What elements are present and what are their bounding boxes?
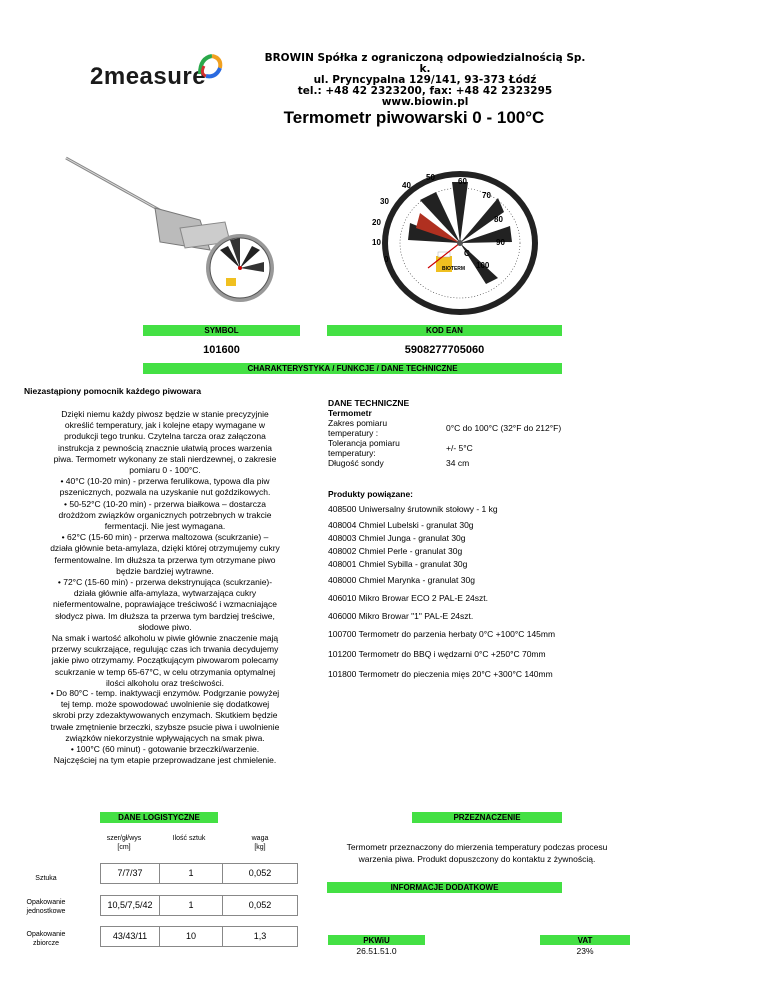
dial-label-80: 80 — [494, 215, 503, 224]
purpose-text — [327, 842, 627, 865]
logistics-cell: 1 — [159, 863, 223, 884]
row-label: Sztuka — [35, 875, 57, 882]
related-item: 408500 Uniwersalny śrutownik stołowy - 1 kg — [328, 504, 498, 514]
description-line: związków niekorzystnie wpływających na smak piwa. — [65, 732, 265, 743]
logistics-row-label — [22, 930, 70, 948]
company-website: www.biowin.pl — [381, 96, 469, 108]
logistics-cell: 10,5/7,5/42 — [100, 895, 160, 916]
description-line: fermentacji. Nie jest wymagana. — [104, 521, 226, 532]
characteristics-bar: CHARAKTERYSTYKA / FUNKCJE / DANE TECHNICZNE — [143, 363, 562, 374]
description-line: ilości alkoholu oraz treściwości. — [105, 677, 225, 688]
description-secondary — [30, 688, 300, 766]
description-line: trwałe zmętnienie brzeczki, szybsze psucie piwa i uwolnienie — [50, 721, 280, 732]
ean-value: 5908277705060 — [404, 344, 485, 356]
related-item: 101200 Termometr do BBQ i wędzarni 0°C +250°C 70mm — [328, 649, 546, 660]
symbol-label: SYMBOL — [143, 325, 300, 336]
col-header-unit: [kg] — [254, 844, 266, 851]
description-line: drożdżom związków organicznych potrzebnych w trakcie — [58, 509, 272, 520]
dial-label-90: 90 — [496, 238, 505, 247]
dial-label-100: 100 — [476, 261, 490, 270]
section-subheading: Niezastąpiony pomocnik każdego piwowara — [24, 386, 202, 396]
logo-swirl-icon — [196, 52, 224, 80]
description-line: określić temperatury, jak i kolejne etapy wymagane w — [64, 420, 266, 431]
logistics-row-label — [22, 898, 70, 916]
company-info — [260, 53, 590, 108]
col-header-unit: [cm] — [117, 844, 131, 851]
logistics-row-label — [22, 874, 70, 883]
logistics-col-dims — [100, 834, 148, 852]
thermometer-product-image — [60, 150, 290, 310]
dial-label-30: 30 — [380, 197, 389, 206]
logistics-col-weight — [232, 834, 288, 852]
dial-label-60: 60 — [458, 177, 467, 186]
description-line: piwa. Termometr wykonany ze stali nierdzewnej, o zakresie — [53, 453, 277, 464]
row-label: Opakowanie — [26, 899, 66, 906]
logistics-cell: 43/43/11 — [100, 926, 160, 947]
dial-label-50: 50 — [426, 173, 435, 182]
description-line: Dzięki niemu każdy piwosz będzie w stanie precyzyjnie — [61, 409, 269, 419]
tech-heading: DANE TECHNICZNE — [328, 398, 410, 408]
description-line: słodowe piwo. — [138, 621, 192, 632]
dial-label-70: 70 — [482, 191, 491, 200]
company-phone: tel.: +48 42 2323200, fax: +48 42 2323295 — [297, 85, 553, 97]
description-line: • 100°C (60 minut) - gotowanie brzeczki/warzenie. — [70, 744, 260, 755]
logistics-cell: 0,052 — [222, 863, 298, 884]
related-item: 101800 Termometr do pieczenia mięs 20°C +300°C 140mm — [328, 668, 553, 679]
description-line: działa głównie beta-amylaza, dzięki której otrzymujemy cukry — [50, 543, 280, 554]
tech-key: Zakres pomiaru — [328, 418, 388, 428]
tech-row-length — [328, 458, 598, 468]
description-line: scukrzanie w temp 65-67°C, w celu otrzymania optymalnej — [54, 666, 276, 677]
page-title: Termometr piwowarski 0 - 100°C — [283, 108, 545, 127]
description-line: instrukcja z pewnością znacznie ułatwią proces warzenia — [57, 442, 273, 453]
logistics-heading: DANE LOGISTYCZNE — [100, 812, 218, 823]
col-header: waga — [251, 835, 269, 842]
logistics-cell: 1 — [159, 895, 223, 916]
description-line: • 62°C (15-60 min) - przerwa maltozowa (scukrzanie) – — [61, 532, 269, 543]
pkwiu-label — [328, 935, 425, 945]
logistics-cell: 1,3 — [222, 926, 298, 947]
description-line: • 50-52°C (10-20 min) - przerwa białkowa – dostarcza — [64, 498, 266, 509]
description-line: tej temp. może spowodować uwolnienie się dodatkowej — [60, 699, 270, 710]
logistics-cell: 0,052 — [222, 895, 298, 916]
row-label: zbiorcze — [32, 940, 60, 947]
tech-key: Długość sondy — [328, 458, 384, 468]
vat-value: 23% — [576, 946, 594, 956]
company-name: BROWIN Spółka z ograniczoną odpowiedzialnością Sp. k. — [264, 52, 586, 75]
dial-unit: C — [464, 249, 470, 258]
tech-key: Tolerancja pomiaru — [328, 438, 400, 448]
ean-label: KOD EAN — [327, 325, 562, 336]
purpose-line: warzenia piwa. Produkt dopuszczony do kontaktu z żywnością. — [358, 853, 596, 864]
description-line: • 40°C (10-20 min) - przerwa ferulikowa, typowa dla piw — [60, 476, 270, 487]
tech-value: 0°C do 100°C (32°F do 212°F) — [446, 423, 562, 433]
description-line: • Do 80°C - temp. inaktywacji enzymów. Podgrzanie powyżej — [50, 688, 280, 698]
description-line: pomiaru 0 - 100°C. — [129, 465, 201, 476]
pkwiu-label-text: PKWiU — [363, 936, 390, 945]
description-line: niefermentowalne, poprawiające treściwość i wzmacniające — [53, 599, 277, 610]
tech-key: temperatury: — [328, 448, 376, 458]
related-item: 408000 Chmiel Marynka - granulat 30g — [328, 575, 475, 586]
description-line: skrobi przy zdezaktywowanych enzymach. Skutkiem będzie — [52, 710, 278, 721]
brand-logo: 2measure — [90, 63, 207, 90]
tech-product: Termometr — [328, 408, 372, 418]
additional-info-heading: INFORMACJE DODATKOWE — [327, 882, 562, 893]
vat-label — [540, 935, 630, 945]
related-products — [328, 489, 628, 682]
tech-value: +/- 5°C — [446, 443, 473, 453]
dial-label-10: 10 — [372, 238, 381, 247]
purpose-line: Termometr przeznaczony do mierzenia temperatury podczas procesu — [346, 842, 608, 852]
col-header: Ilość sztuk — [172, 835, 206, 842]
description-main — [30, 409, 300, 689]
tech-row-range — [328, 418, 598, 438]
related-heading: Produkty powiązane: — [328, 489, 414, 499]
description-line: jakie piwo otrzymamy. Początkującym piwowarom polecamy — [51, 655, 279, 666]
description-line: będzie bardziej wytrawne. — [116, 565, 214, 576]
tech-value: 34 cm — [446, 458, 470, 468]
related-item: 408004 Chmiel Lubelski - granulat 30g — [328, 519, 474, 530]
description-line: fermentowalne. Im dłuższa ta przerwa tym otrzymane piwo — [54, 554, 276, 565]
related-item: 406000 Mikro Browar "1" PAL-E 24szt. — [328, 611, 474, 622]
description-line: • 72°C (15-60 min) - przerwa dekstrynująca (scukrzanie)- — [57, 577, 273, 588]
tech-key: temperatury : — [328, 428, 379, 438]
dial-label-0: 0 — [384, 255, 389, 264]
vat-label-text: VAT — [577, 936, 593, 945]
description-line: przerwy scukrzające, regulując czas ich trwania decydujemy — [51, 644, 279, 655]
purpose-heading: PRZEZNACZENIE — [412, 812, 562, 823]
technical-data — [328, 398, 598, 468]
description-line: działa głównie alfa-amylaza, wytwarzająca cukry — [73, 588, 257, 599]
symbol-value: 101600 — [203, 344, 240, 356]
description-line: produkcji tego trunku. Czytelna tarcza oraz załączona — [64, 431, 266, 442]
related-item: 408003 Chmiel Junga - granulat 30g — [328, 532, 466, 543]
logistics-col-qty — [164, 834, 214, 843]
related-item: 408001 Chmiel Sybilla - granulat 30g — [328, 558, 468, 569]
description-line: pszenicznych, pozwala na uzyskanie nut goździkowych. — [59, 487, 271, 498]
pkwiu-value: 26.51.51.0 — [356, 946, 397, 956]
dial-brand: BIOTERM — [442, 266, 466, 272]
thermometer-dial-image — [372, 168, 540, 318]
related-item: 100700 Termometr do parzenia herbaty 0°C +100°C 145mm — [328, 629, 556, 640]
tech-row-tolerance — [328, 438, 598, 458]
col-header: szer/gł/wys — [106, 835, 142, 842]
row-label: jednostkowe — [26, 908, 66, 915]
dial-label-20: 20 — [372, 218, 381, 227]
row-label: Opakowanie — [26, 931, 66, 938]
related-item: 406010 Mikro Browar ECO 2 PAL-E 24szt. — [328, 593, 488, 604]
description-line: słodycz piwa. Im dłuższa ta przerwa tym bardziej treściwe, — [55, 610, 275, 621]
logistics-cell: 10 — [159, 926, 223, 947]
description-line: Na smak i wartość alkoholu w piwie głównie znaczenie mają — [51, 633, 279, 644]
dial-label-40: 40 — [402, 181, 411, 190]
description-line: Najczęściej na tym etapie przeprowadzane jest chmielenie. — [53, 755, 277, 766]
logistics-cell: 7/7/37 — [100, 863, 160, 884]
related-item: 408002 Chmiel Perle - granulat 30g — [328, 545, 463, 556]
company-address: ul. Pryncypalna 129/141, 93-373 Łódź — [313, 74, 537, 86]
